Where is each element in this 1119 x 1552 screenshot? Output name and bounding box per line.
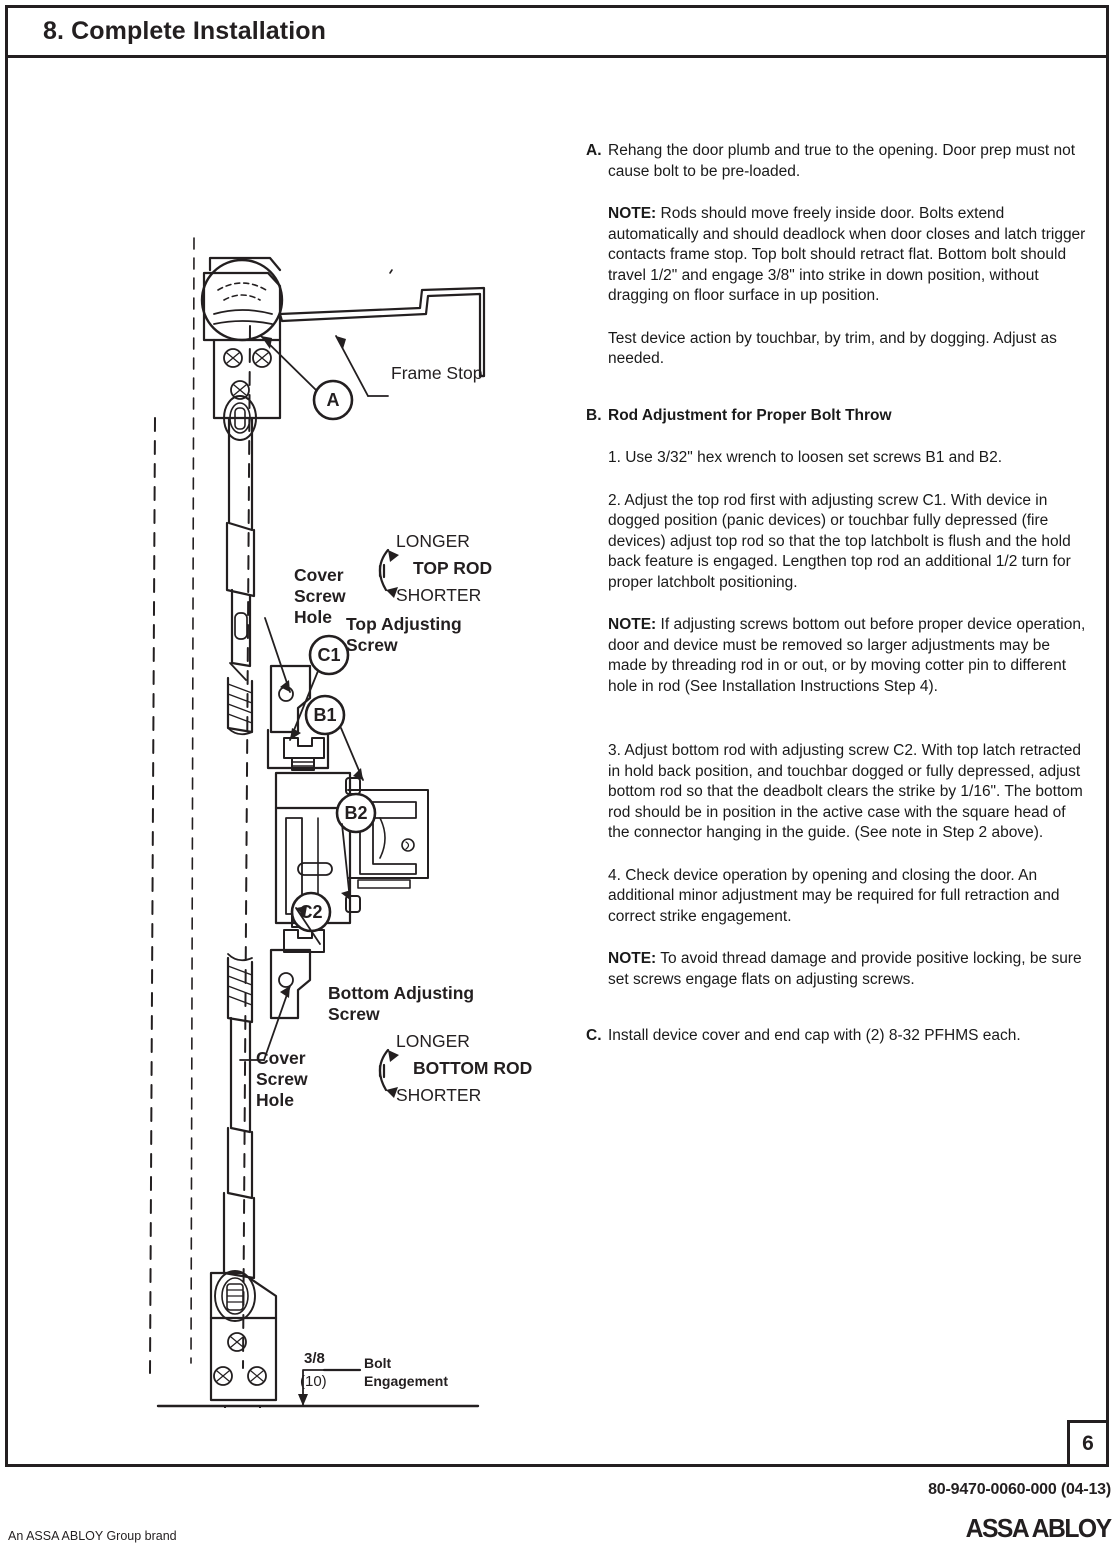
diagram-svg [28,118,568,1408]
instruction-a-letter: A. [586,142,602,159]
bolt-engagement-metric: (10) [300,1373,327,1390]
spacer [586,182,1091,204]
instruction-b-main [586,406,1091,427]
cover-screw-hole-top-line1: Cover [294,565,344,585]
spacer [586,469,1091,491]
page-number-box [1067,1420,1109,1467]
cover-screw-hole-bottom-line1: Cover [256,1048,306,1068]
bottom-adjusting-screw-line2: Screw [328,1004,380,1024]
note-text: To avoid thread damage and provide positive locking, be sure set screws engage flats on adjusting screws. [608,950,1082,988]
assa-abloy-logo: ASSA ABLOY [966,1513,1111,1543]
instruction-b-step-1: 1. Use 3/32" hex wrench to loosen set screws B1 and B2. [608,449,1003,466]
frame-stop-label: Frame Stop [391,363,483,383]
top-rod-shorter-label: SHORTER [396,585,482,605]
top-adjusting-screw-line2: Screw [346,635,398,655]
instruction-b-text: Rod Adjustment for Proper Bolt Throw [608,406,892,424]
cover-screw-hole-top-line2: Screw [294,586,346,606]
instruction-b-step-4: 4. Check device operation by opening and closing the door. An additional minor adjustment may be required for full retraction and correct strike engagement. [608,866,1060,925]
page-content [8,58,1106,1464]
spacer [586,697,1091,719]
spacer [586,1004,1091,1026]
callout-b1-label: B1 [313,705,337,725]
callout-c2-label: C2 [299,902,323,922]
cover-screw-hole-bottom-line3: Hole [256,1090,294,1110]
spacer [586,593,1091,615]
note-text: Rods should move freely inside door. Bolts extend automatically and should deadlock when door closes and latch trigger contacts frame stop. Top bolt should retract flat. Bottom bolt should travel 1/2" and engage 3/8" into strike in down position, without dragging on floor surface in up position. [608,205,1086,304]
instruction-a-main [586,141,1091,182]
note-text: If adjusting screws bottom out before proper device operation, door and device must be removed so larger adjustments may be made by threading rod in or out, or by moving cotter pin to different hole in rod (See Installation Instructions Step 4). [608,616,1086,695]
note-label: NOTE: [608,205,657,222]
instruction-c-main [586,1026,1091,1047]
bottom-rod-longer-label: LONGER [396,1031,470,1051]
page-number: 6 [1082,1431,1094,1455]
instruction-block-b [586,406,1091,991]
instruction-b-step-2: 2. Adjust the top rod first with adjusting screw C1. With device in dogged position (panic devices) or touchbar fully depressed (fire devices) adjust top rod so that the top latchbolt is flush and the hold back feature is engaged. Lengthen top rod an additional 1/2 turn for proper latchbolt positioning. [608,491,1071,591]
spacer [586,384,1091,406]
callout-b2-label: B2 [344,803,368,823]
instruction-a-text: Rehang the door plumb and true to the opening. Door prep must not cause bolt to be pre-loaded. [608,142,1076,180]
note-label: NOTE: [608,950,657,967]
callout-a-label: A [326,390,340,410]
cover-screw-hole-bottom-line2: Screw [256,1069,308,1089]
instruction-b-note-1 [608,615,1091,697]
bottom-rod-shorter-label: SHORTER [396,1085,482,1105]
spacer [586,927,1091,949]
instruction-block-c [586,1026,1091,1047]
note-label: NOTE: [608,616,657,633]
spacer [586,426,1091,448]
document-number: 80-9470-0060-000 (04-13) [928,1481,1111,1498]
spacer [586,307,1091,329]
page-frame [5,5,1109,1467]
bolt-engagement-line1: Bolt [364,1355,392,1371]
instruction-b-note-2 [608,949,1091,990]
top-adjusting-screw-line1: Top Adjusting [346,614,462,634]
instruction-c-text: Install device cover and end cap with (2) 8-32 PFHMS each. [608,1027,1021,1044]
exit-device-diagram [28,118,568,1408]
callout-c1-label: C1 [317,645,341,665]
instruction-b-letter: B. [586,406,602,424]
instruction-c-letter: C. [586,1027,602,1044]
top-rod-title: TOP ROD [413,558,493,578]
instruction-a-note-1 [608,204,1091,307]
bottom-adjusting-screw-line1: Bottom Adjusting [328,983,475,1003]
bottom-rod-title: BOTTOM ROD [413,1058,533,1078]
spacer [586,719,1091,741]
page-header [8,8,1106,58]
bolt-engagement-dimension: 3/8 [304,1350,325,1367]
spacer [586,844,1091,866]
page-title: 8. Complete Installation [43,17,327,45]
instruction-a-note-2: Test device action by touchbar, by trim, and by dogging. Adjust as needed. [608,329,1057,367]
instruction-b-step-3: 3. Adjust bottom rod with adjusting screw C2. With top latch retracted in hold back position, and touchbar dogged or fully depressed, adjust bottom rod so that the deadbolt clears the strike by 1/16". The bottom rod should be in position in the active case with the square head of the connector hanging in the guide. (See note in Step 2 above). [608,742,1083,841]
brand-line: An ASSA ABLOY Group brand [8,1529,177,1543]
top-rod-longer-label: LONGER [396,531,470,551]
cover-screw-hole-top-line3: Hole [294,607,332,627]
bolt-engagement-line2: Engagement [364,1373,449,1389]
instruction-block-a [586,141,1091,370]
instructions-column [586,141,1091,1047]
